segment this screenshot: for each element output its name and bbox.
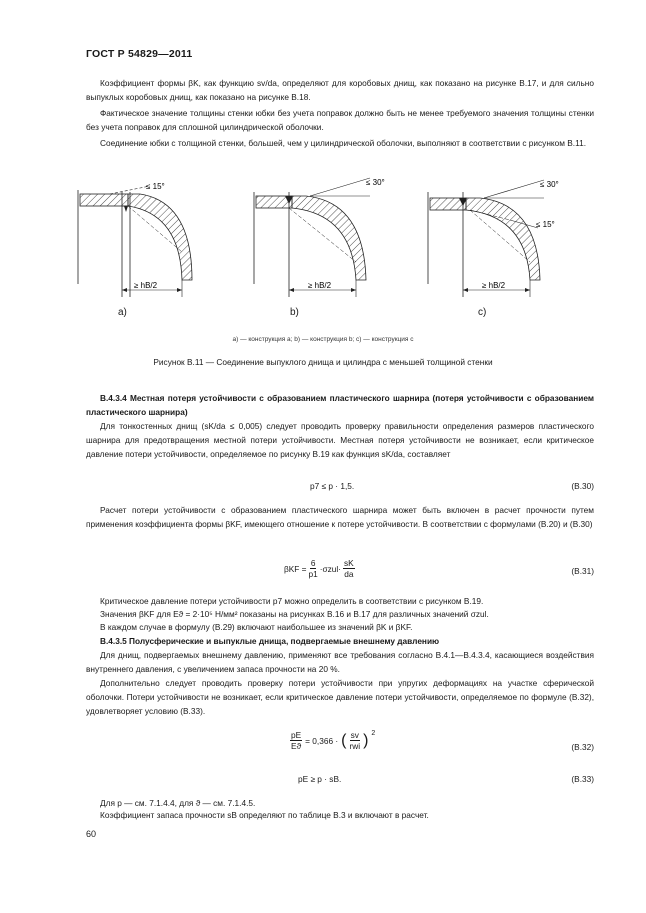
svg-text:≥ hB/2: ≥ hB/2 bbox=[134, 281, 158, 290]
page-number: 60 bbox=[86, 829, 97, 839]
figure-b-angle bbox=[366, 178, 385, 187]
figure-b11 bbox=[70, 172, 590, 322]
equation-b32 bbox=[290, 730, 375, 751]
figure-c-angle-15 bbox=[536, 220, 555, 229]
section-435-heading: В.4.3.5 Полусферические и выпуклые днища, подвергаемые внешнему давлению bbox=[100, 636, 440, 646]
document-header: ГОСТ Р 54829—2011 bbox=[86, 48, 193, 60]
svg-text:≤ 15°: ≤ 15° bbox=[146, 182, 165, 191]
paragraph-shape-factor: Коэффициент формы βK, как функцию sv/da, определяют для коробовых днищ, как показано на рисунке В.17, и для сильно выпуклых коробовых днищ, как показано на рисунке В.18. bbox=[86, 78, 594, 102]
figure-legend: а) — конструкция а; b) — конструкция b; с) — конструкция с bbox=[232, 336, 414, 343]
svg-text:≤ 15°: ≤ 15° bbox=[536, 220, 555, 229]
section-435-paragraph-4: Коэффициент запаса прочности sB определяют по таблице В.3 и включают в расчет. bbox=[100, 810, 429, 820]
equation-b32-fraction bbox=[290, 730, 302, 751]
equation-b31-den-2: da bbox=[344, 569, 354, 579]
svg-text:≥ hB/2: ≥ hB/2 bbox=[308, 281, 332, 290]
equation-b32-num: pE bbox=[291, 730, 302, 740]
figure-a-dim bbox=[134, 281, 158, 290]
section-434-paragraph-3: Критическое давление потери устойчивости p7 можно определить в соответствии с рисунком В.19. bbox=[100, 596, 484, 606]
section-435-paragraph-3: Для p — см. 7.1.4.4, для ϑ — см. 7.1.4.5. bbox=[100, 798, 256, 808]
equation-b31 bbox=[284, 558, 355, 579]
figure-c-drawing bbox=[428, 180, 544, 297]
equation-b32-paren-open: ( bbox=[341, 731, 347, 749]
equation-b30-number: (В.30) bbox=[571, 481, 594, 491]
equation-b32-mid: = 0,366 · bbox=[305, 735, 339, 746]
figure-b-dim bbox=[308, 281, 332, 290]
equation-b32-exponent: 2 bbox=[371, 730, 376, 737]
equation-b30: p7 ≤ p · 1,5. bbox=[310, 481, 355, 491]
equation-b32-inner-num: sv bbox=[350, 730, 359, 740]
section-434-paragraph-4: Значения βKF для Eϑ = 2·10⁵ Н/мм² показаны на рисунках В.16 и В.17 для различных значений σzul. bbox=[100, 609, 489, 619]
equation-b33-number: (В.33) bbox=[571, 774, 594, 784]
paragraph-wall-thickness: Фактическое значение толщины стенки юбки без учета поправок должно быть не менее требуемого значения толщины стенки без учета поправок для сплошной цилиндрической оболочки. bbox=[86, 108, 594, 132]
figure-label-b: b) bbox=[290, 307, 299, 318]
equation-b32-inner-den: rwi bbox=[349, 741, 361, 751]
figure-caption: Рисунок В.11 — Соединение выпуклого днища и цилиндра с меньшей толщиной стенки bbox=[153, 357, 493, 367]
svg-text:≤ 30°: ≤ 30° bbox=[540, 180, 559, 189]
section-434-heading: В.4.3.4 Местная потеря устойчивости с образованием пластического шарнира (потеря устойчивости с образованием пластического шарнира) bbox=[86, 393, 594, 417]
equation-b31-number: (В.31) bbox=[571, 566, 594, 576]
section-434-paragraph-5: В каждом случае в формулу (В.29) включают наибольшее из значений βK и βKF. bbox=[100, 622, 413, 632]
paragraph-skirt-connection: Соединение юбки с толщиной стенки, большей, чем у цилиндрической оболочки, выполняют в соответствии с рисунком В.11. bbox=[100, 138, 587, 148]
figure-label-c: c) bbox=[478, 307, 487, 318]
section-434-paragraph-1: Для тонкостенных днищ (sK/da ≤ 0,005) следует проводить проверку правильности определения размеров пластического шарнира для предотвращения местной потери устойчивости. Местная потеря устойчивости не возникает, если критическое давление потери устойчивости, определяемое по рисунку В.19 как функция sK/da, составляет bbox=[86, 421, 594, 459]
figure-b-drawing bbox=[254, 178, 370, 297]
equation-b33: pE ≥ p · sB. bbox=[298, 774, 342, 784]
figure-c-angle-30 bbox=[540, 180, 559, 189]
section-435-paragraph-2: Дополнительно следует проводить проверку потери устойчивости при упругих деформациях на участке сферической оболочки. Потери устойчивости не возникает, если критическое давление потери устойчивости, определяемое по формуле (В.32), удовлетворяет условию (В.33). bbox=[86, 678, 594, 716]
equation-b31-den-1: p1 bbox=[308, 569, 318, 579]
equation-b31-fraction-1 bbox=[309, 558, 318, 579]
figure-c-dim bbox=[482, 281, 506, 290]
equation-b32-den: Eϑ bbox=[291, 741, 302, 751]
equation-b31-fraction-2 bbox=[343, 558, 355, 579]
svg-text:≥ hB/2: ≥ hB/2 bbox=[482, 281, 506, 290]
equation-b31-lhs: βKF = bbox=[284, 563, 307, 574]
equation-b31-mid: ·σzul· bbox=[319, 563, 342, 574]
equation-b32-number: (В.32) bbox=[571, 742, 594, 752]
svg-text:≤ 30°: ≤ 30° bbox=[366, 178, 385, 187]
section-435-paragraph-1: Для днищ, подвергаемых внешнему давлению, применяют все требования согласно В.4.1—В.4.3.4, касающиеся воздействия внутреннего давления, с увеличением запаса прочности на 20 %. bbox=[86, 650, 594, 674]
equation-b32-inner-fraction bbox=[349, 730, 360, 751]
section-434-paragraph-2: Расчет потери устойчивости с образованием пластического шарнира может быть включен в расчет прочности путем применения коэффициента формы βKF, имеющего отношение к потере устойчивости. В соответствии с формулами (В.20) и (В.30) bbox=[86, 505, 594, 529]
equation-b31-num-1: 6 bbox=[310, 558, 316, 568]
figure-a-angle bbox=[146, 182, 165, 191]
equation-b31-num-2: sK bbox=[344, 558, 354, 568]
equation-b32-paren-close: ) bbox=[363, 731, 369, 749]
figure-label-a: a) bbox=[118, 307, 127, 318]
